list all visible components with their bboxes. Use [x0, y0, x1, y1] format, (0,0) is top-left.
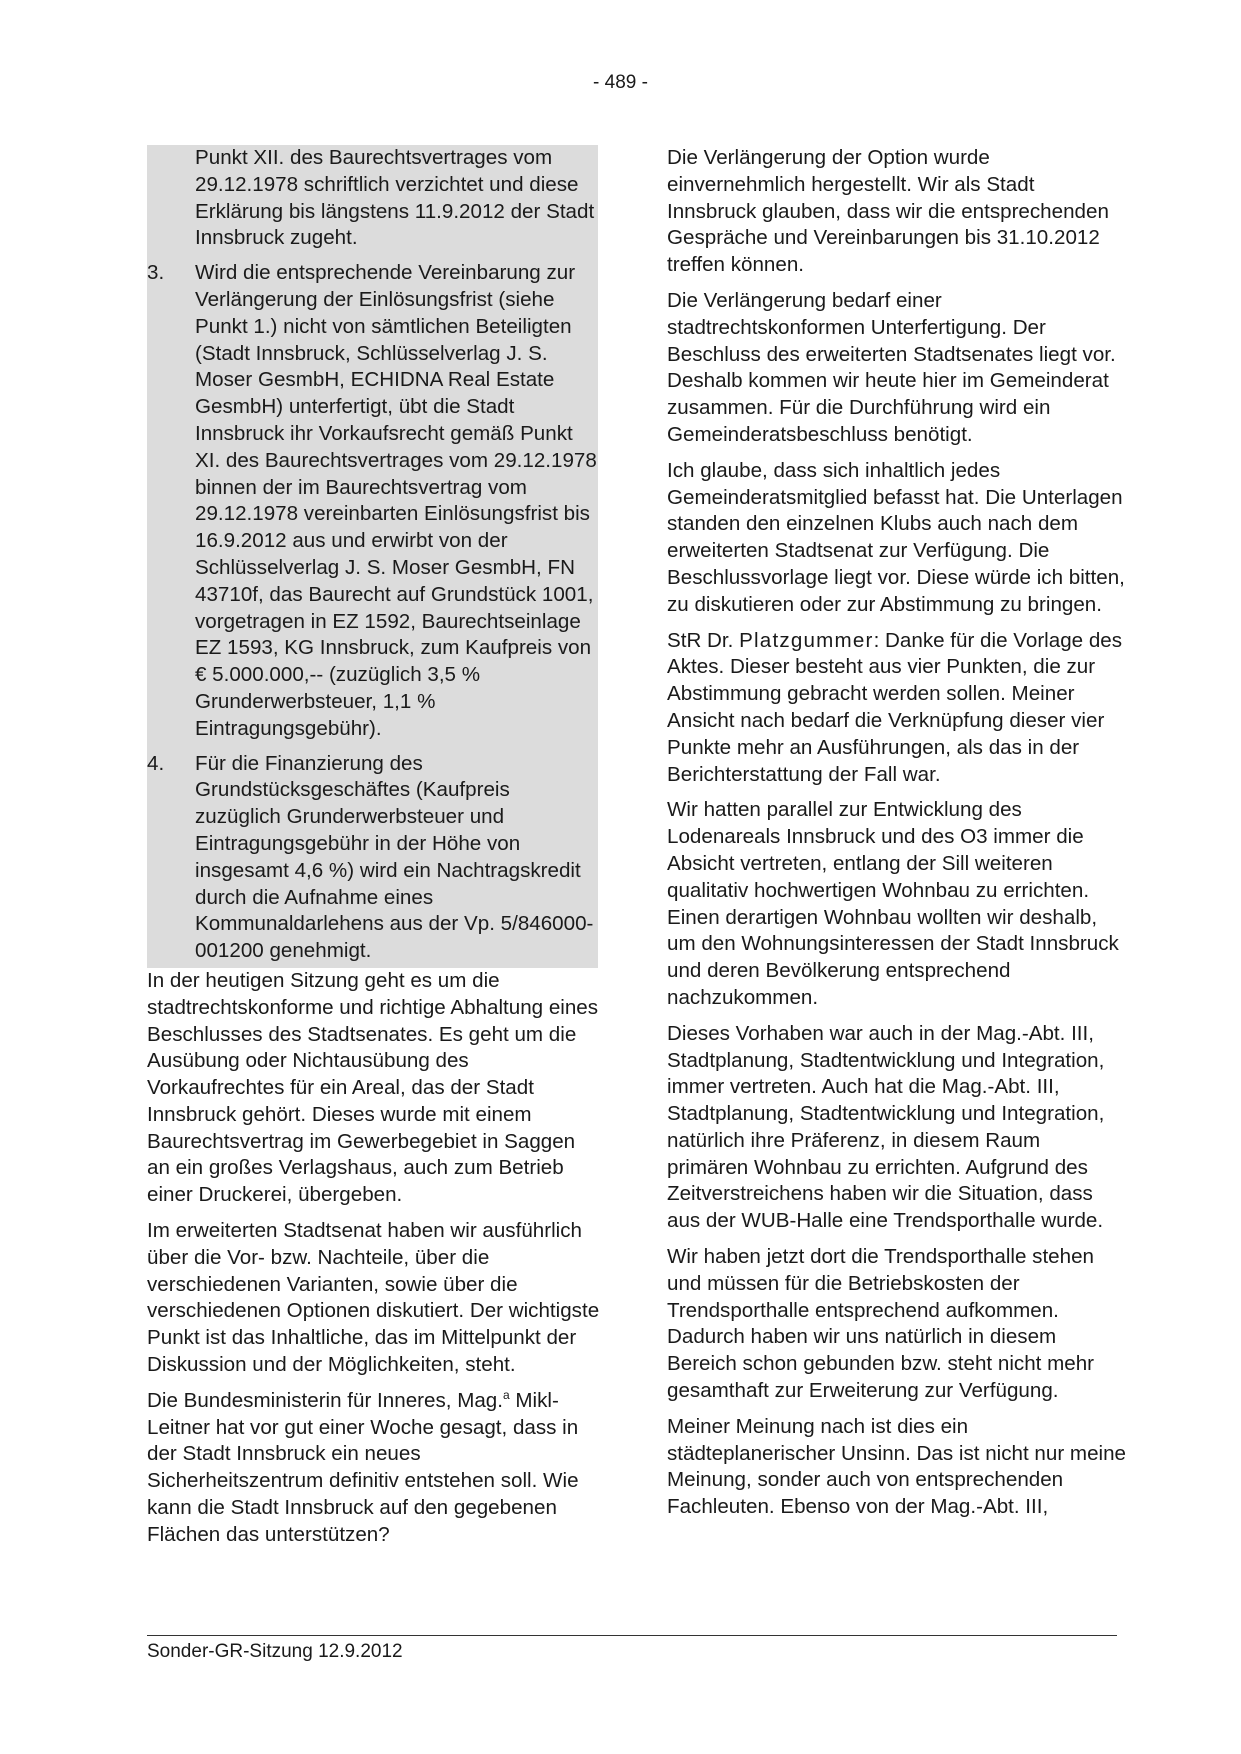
speaker-text: : Danke für die Vorlage des Aktes. Dieser besteht aus vier Punkten, die zur Abstimmung gebracht werden sollen. Meiner Ansicht nach bedarf die Verknüpfung dieser vier Punkte mehr an Ausführungen, als das in der Berichterstattung der Fall war.	[667, 628, 1123, 786]
body-paragraph	[147, 1388, 602, 1549]
left-column	[147, 145, 602, 1558]
footer-divider	[147, 1635, 1117, 1636]
body-paragraph: Ich glaube, dass sich inhaltlich jedes Gemeinderatsmitglied befasst hat. Die Unterlagen standen den einzelnen Klubs auch nach dem erweiterten Stadtsenat zur Verfügung. Die Beschlussvorlage liegt vor. Diese würde ich bitten, zu diskutieren oder zur Abstimmung zu bringen.	[667, 458, 1125, 616]
speaker-name: Platzgummer	[739, 628, 874, 652]
motion-item-number: 4.	[147, 751, 165, 775]
body-paragraph: In der heutigen Sitzung geht es um die stadtrechtskonforme und richtige Abhaltung eines Beschlusses des Stadtsenates. Es geht um die Ausübung oder Nichtausübung des Vorkaufrechtes für ein Areal, das der Stadt Innsbruck gehört. Dieses wurde mit einem Baurechtsvertrag im Gewerbegebiet in Saggen an ein großes Verlagshaus, auch zum Betrieb einer Druckerei, übergeben.	[147, 968, 599, 1207]
motion-item-number: 3.	[147, 261, 165, 285]
paragraph-text: Die Bundesministerin für Inneres, Mag.	[147, 1388, 503, 1412]
motion-continuation: Punkt XII. des Baurechtsvertrages vom 29.12.1978 schriftlich verzichtet und diese Erklärung bis längstens 11.9.2012 der Stadt Innsbruck zugeht.	[195, 146, 595, 250]
motion-item-text: Wird die entsprechende Vereinbarung zur Verlängerung der Einlösungsfrist (siehe Punkt 1.) nicht von sämtlichen Beteiligten (Stadt Innsbruck, Schlüsselverlag J. S. Moser GesmbH, ECHIDNA Real Estate GesmbH) unterfertigt, übt die Stadt Innsbruck ihr Vorkaufsrecht gemäß Punkt XI. des Baurechtsvertrages vom 29.12.1978 binnen der im Baurechtsvertrag vom 29.12.1978 vereinbarten Einlösungsfrist bis 16.9.2012 aus und erwirbt von der Schlüsselverlag J. S. Moser GesmbH, FN 43710f, das Baurecht auf Grundstück 1001, vorgetragen in EZ 1592, Baurechtseinlage EZ 1593, KG Innsbruck, zum Kaufpreis von € 5.000.000,-- (zuzüglich 3,5 % Grunderwerbsteuer, 1,1 % Eintragungsgebühr).	[195, 261, 597, 740]
motion-item-text: Für die Finanzierung des Grundstücksgeschäftes (Kaufpreis zuzüglich Grunderwerbsteuer und Eintragungsgebühr in der Höhe von insgesamt 4,6 %) wird ein Nachtragskredit durch die Aufnahme eines Kommunaldarlehens aus der Vp. 5/846000-001200 genehmigt.	[195, 751, 594, 963]
page-number: - 489 -	[593, 72, 648, 93]
body-paragraph: Im erweiterten Stadtsenat haben wir ausführlich über die Vor- bzw. Nachteile, über die verschiedenen Varianten, sowie über die verschiedenen Optionen diskutiert. Der wichtigste Punkt ist das Inhaltliche, das im Mittelpunkt der Diskussion und der Möglichkeiten, steht.	[147, 1219, 600, 1377]
body-paragraph: Die Verlängerung bedarf einer stadtrechtskonformen Unterfertigung. Der Beschluss des erweiterten Stadtsenates liegt vor. Deshalb kommen wir heute hier im Gemeinderat zusammen. Für die Durchführung wird ein Gemeinderatsbeschluss benötigt.	[667, 288, 1116, 446]
body-paragraph: Meiner Meinung nach ist dies ein städteplanerischer Unsinn. Das ist nicht nur meine Meinung, sonder auch von entsprechenden Fachleuten. Ebenso von der Mag.-Abt. III,	[667, 1414, 1127, 1519]
motion-shaded-block	[147, 145, 598, 968]
superscript: a	[502, 1388, 510, 1402]
body-paragraph: Wir haben jetzt dort die Trendsporthalle stehen und müssen für die Betriebskosten der Trendsporthalle entsprechend aufkommen. Dadurch haben wir uns natürlich in diesem Bereich schon gebunden bzw. steht nicht mehr gesamthaft zur Erweiterung zur Verfügung.	[667, 1245, 1095, 1403]
speaker-title: StR Dr.	[667, 628, 740, 652]
body-paragraph: Wir hatten parallel zur Entwicklung des Lodenareals Innsbruck und des O3 immer die Absicht vertreten, entlang der Sill weiteren qualitativ hochwertigen Wohnbau zu errichten. Einen derartigen Wohnbau wollten wir deshalb, um den Wohnungsinteressen der Stadt Innsbruck und deren Bevölkerung entsprechend nachzukommen.	[667, 798, 1119, 1009]
footer-session-label: Sonder-GR-Sitzung 12.9.2012	[147, 1641, 403, 1662]
motion-item	[147, 751, 598, 965]
body-paragraph: Dieses Vorhaben war auch in der Mag.-Abt. III, Stadtplanung, Stadtentwicklung und Integration, immer vertreten. Auch hat die Mag.-Abt. III, Stadtplanung, Stadtentwicklung und Integration, natürlich ihre Präferenz, in diesem Raum primären Wohnbau zu errichten. Aufgrund des Zeitverstreichens haben wir die Situation, dass aus der WUB-Halle eine Trendsporthalle wurde.	[667, 1021, 1105, 1233]
motion-item	[147, 260, 598, 742]
speaker-paragraph	[667, 628, 1127, 789]
body-paragraph: Die Verlängerung der Option wurde einvernehmlich hergestellt. Wir als Stadt Innsbruck glauben, dass wir die entsprechenden Gespräche und Vereinbarungen bis 31.10.2012 treffen können.	[667, 146, 1109, 277]
right-column	[667, 145, 1127, 1530]
paragraph-text: Mikl-Leitner hat vor gut einer Woche gesagt, dass in der Stadt Innsbruck ein neues Sicherheitszentrum definitiv entstehen soll. Wie kann die Stadt Innsbruck auf den gegebenen Flächen das unterstützen?	[147, 1388, 579, 1546]
